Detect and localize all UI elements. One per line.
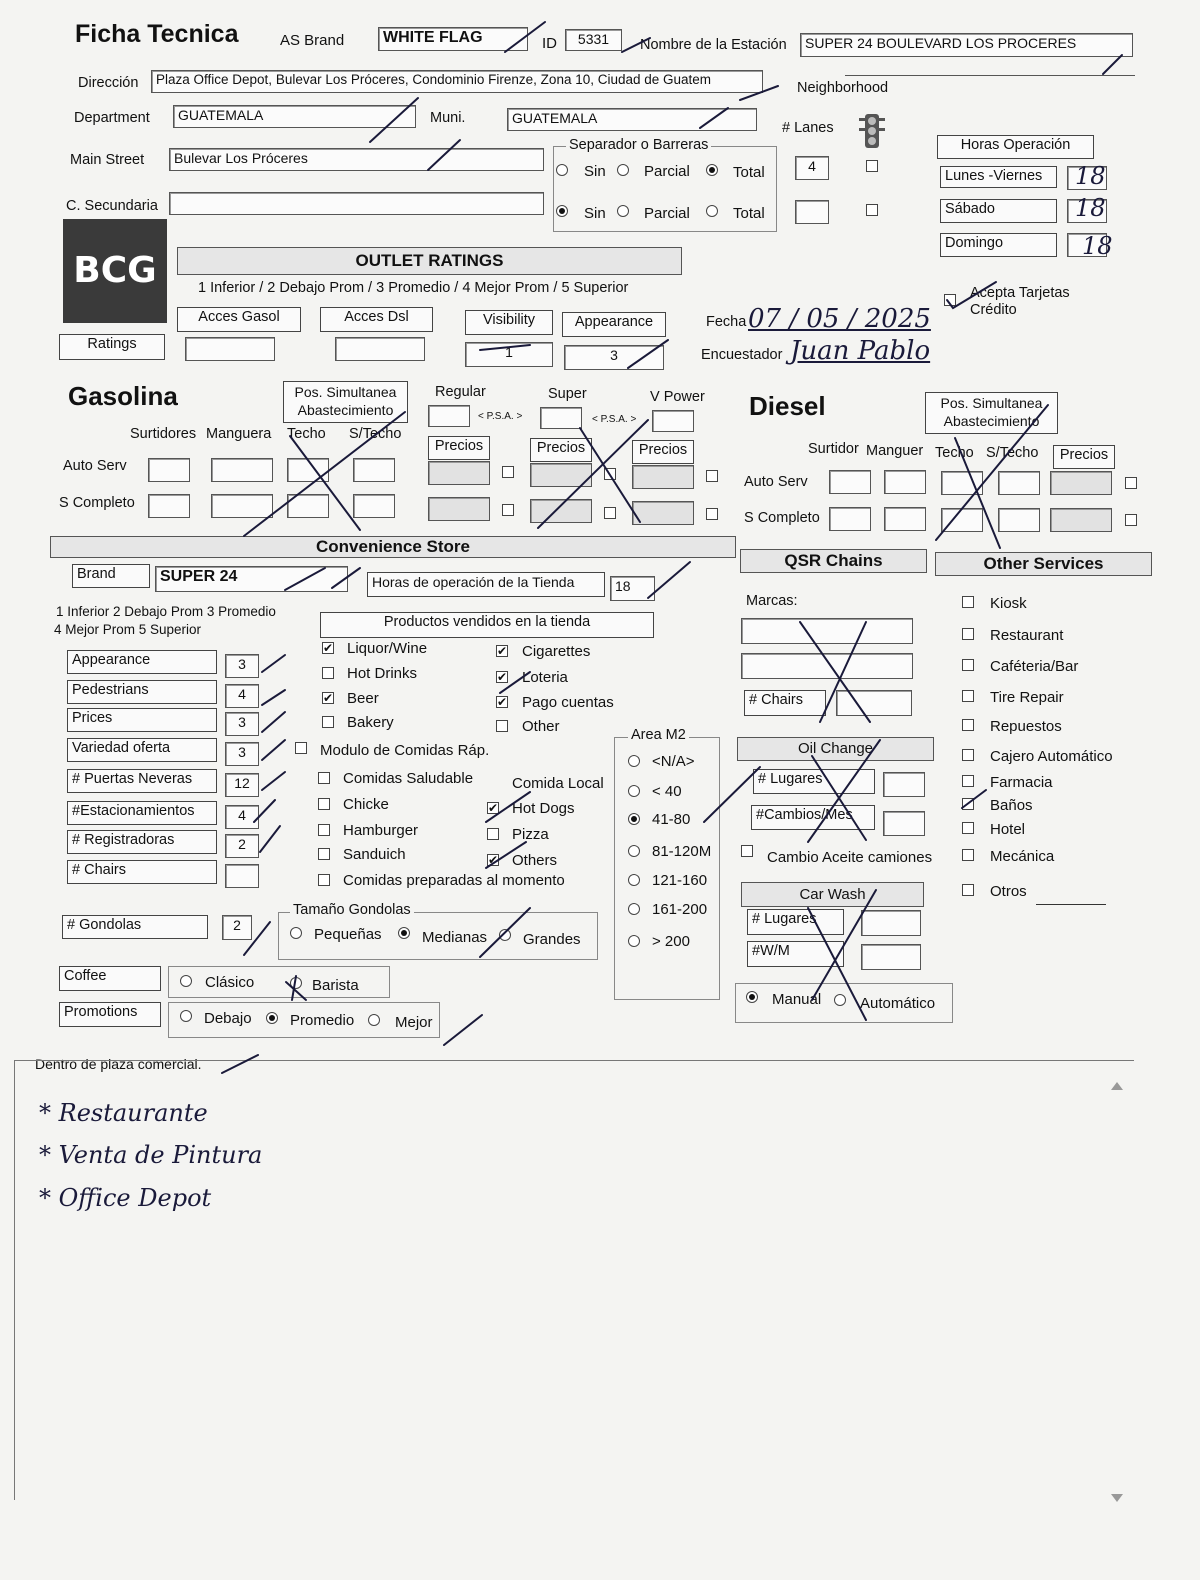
food-checkbox[interactable] (318, 824, 330, 836)
scroll-up-icon (1111, 1082, 1123, 1090)
store-metric-label: # Registradoras (67, 830, 217, 854)
secondary-street-field[interactable] (169, 192, 544, 215)
gas-sc-precio-super[interactable] (530, 499, 592, 523)
acces-dsl-field[interactable] (335, 337, 425, 361)
encuestador-value: Juan Pablo (790, 336, 931, 366)
ratings-label: Ratings (59, 334, 165, 360)
coffee-clasico-label: Clásico (205, 974, 255, 991)
promo-mejor-radio[interactable] (368, 1014, 380, 1026)
traffic-light-icon (857, 112, 887, 152)
gondola-medianas-label: Medianas (422, 929, 488, 946)
store-metric-value[interactable]: 12 (225, 773, 259, 797)
gas-sc-regular-checkbox[interactable] (502, 504, 514, 516)
gas-as-vpower-checkbox[interactable] (706, 470, 718, 482)
otros-blank-line[interactable] (1036, 903, 1106, 905)
food-label: Hamburger (343, 822, 419, 839)
product-checkbox[interactable] (322, 667, 334, 679)
area-label: < 40 (652, 783, 682, 800)
service-checkbox[interactable] (962, 884, 974, 896)
gasolina-title: Gasolina (68, 381, 178, 411)
product-checkbox[interactable]: ✔ (323, 641, 334, 655)
food-label: Comidas preparadas al momento (343, 872, 565, 889)
sep-main-parcial-radio[interactable] (617, 164, 629, 176)
food-label: Comidas Saludable (343, 770, 474, 787)
lanes-label: # Lanes (782, 120, 834, 136)
service-label: Kiosk (990, 595, 1027, 612)
product-checkbox[interactable]: ✔ (497, 644, 508, 658)
diesel-row-autoserv: Auto Serv (744, 474, 808, 490)
store-hours-field[interactable]: 18 (610, 576, 655, 601)
department-field[interactable]: GUATEMALA (173, 105, 416, 128)
diesel-precios-header: Precios (1053, 445, 1115, 469)
store-metric-value[interactable]: 4 (225, 805, 259, 829)
gondola-grandes-label: Grandes (523, 931, 581, 948)
page-title: Ficha Tecnica (75, 20, 239, 48)
service-checkbox[interactable] (962, 749, 974, 761)
notes-label: Dentro de plaza comercial. (35, 1056, 202, 1072)
neighborhood-label: Neighborhood (797, 80, 889, 96)
service-label: Caféteria/Bar (990, 658, 1079, 675)
coffee-barista-radio[interactable] (290, 977, 302, 989)
store-metric-value[interactable] (225, 864, 259, 888)
gas-super-label: Super (548, 386, 587, 402)
fecha-label: Fecha (706, 314, 747, 330)
gas-row-autoserv: Auto Serv (63, 458, 127, 474)
department-label: Department (74, 110, 150, 126)
gas-row-scompleto: S Completo (59, 495, 135, 511)
qsr-chains-header: QSR Chains (740, 549, 927, 573)
wash-lugares-label: # Lugares (747, 909, 844, 935)
notes-line-1: * Restaurante (39, 1099, 208, 1127)
neighborhood-field[interactable] (845, 60, 1135, 76)
accept-cards-checkbox[interactable] (944, 294, 956, 306)
store-scale-line-1: 1 Inferior 2 Debajo Prom 3 Promedio (56, 604, 276, 619)
diesel-col-techo: Techo (935, 445, 974, 461)
store-metric-label: #Estacionamientos (67, 801, 217, 825)
sunday-label: Domingo (940, 233, 1057, 257)
appearance-label: Appearance (562, 312, 666, 337)
qsr-chairs-field[interactable] (836, 690, 912, 716)
secondary-street-label: C. Secundaria (66, 198, 158, 214)
promo-promedio-label: Promedio (290, 1012, 355, 1029)
service-checkbox[interactable] (962, 596, 974, 608)
gas-precios-super-header: Precios (530, 438, 592, 462)
gondola-size-title: Tamaño Gondolas (290, 902, 414, 918)
food-label: Chicke (343, 796, 389, 813)
product-label: Loteria (522, 669, 568, 686)
saturday-value: 18 (1075, 194, 1106, 222)
fecha-value: 07 / 05 / 2025 (748, 304, 931, 334)
gas-as-techo[interactable] (287, 458, 329, 482)
promo-debajo-label: Debajo (204, 1010, 252, 1027)
gas-psa-label-2: < P.S.A. > (592, 414, 637, 425)
store-metric-value[interactable]: 4 (225, 684, 259, 708)
gas-sc-surtidores[interactable] (148, 494, 190, 518)
gas-as-surtidores[interactable] (148, 458, 190, 482)
sep-main-sin-label: Sin (584, 163, 606, 180)
store-brand-field[interactable]: SUPER 24 (155, 566, 348, 592)
car-wash-header: Car Wash (741, 882, 924, 907)
diesel-as-surtidor[interactable] (829, 470, 871, 494)
area-radio[interactable] (628, 874, 640, 886)
food-checkbox[interactable]: ✔ (488, 801, 499, 815)
gas-as-precio-regular[interactable] (428, 461, 490, 485)
product-label: Bakery (347, 714, 394, 731)
other-services-header: Other Services (935, 552, 1152, 576)
lanes-secondary-field[interactable] (795, 200, 829, 224)
brand-field[interactable]: WHITE FLAG (378, 27, 528, 51)
oil-cambios-label: #Cambios/Mes (751, 805, 875, 830)
convenience-store-header: Convenience Store (50, 536, 736, 558)
wash-automatico-radio[interactable] (834, 994, 846, 1006)
separator-title: Separador o Barreras (566, 137, 711, 153)
saturday-label: Sábado (940, 199, 1057, 223)
diesel-sc-manguer[interactable] (884, 507, 926, 531)
lanes-secondary-checkbox[interactable] (866, 204, 878, 216)
wash-manual-label: Manual (772, 991, 822, 1008)
gondola-medianas-radio[interactable] (398, 927, 410, 939)
service-checkbox[interactable] (962, 798, 974, 810)
sep-main-sin-radio[interactable] (556, 164, 568, 176)
sep-sec-sin-label: Sin (584, 205, 606, 222)
area-label: 81-120M (652, 843, 712, 860)
lanes-main-field[interactable]: 4 (795, 156, 829, 180)
gas-regular-label: Regular (435, 384, 486, 400)
notes-textarea[interactable] (14, 1060, 1134, 1500)
gas-precios-vpower-header: Precios (632, 440, 694, 464)
qsr-chairs-label: # Chairs (744, 690, 826, 716)
product-checkbox[interactable]: ✔ (323, 691, 334, 705)
promo-debajo-radio[interactable] (180, 1010, 192, 1022)
food-label: Hot Dogs (512, 800, 575, 817)
diesel-pos-simultanea-label: Pos. Simultanea Abastecimiento (925, 392, 1058, 434)
diesel-sc-stecho[interactable] (998, 508, 1040, 532)
service-checkbox[interactable] (962, 659, 974, 671)
gas-col-manguera: Manguera (206, 426, 272, 442)
diesel-sc-checkbox[interactable] (1125, 514, 1137, 526)
product-checkbox[interactable]: ✔ (497, 695, 508, 709)
gas-sc-super-checkbox[interactable] (604, 507, 616, 519)
oil-cambios-field[interactable] (883, 811, 925, 836)
service-checkbox[interactable] (962, 690, 974, 702)
store-metric-value[interactable]: 3 (225, 654, 259, 678)
appearance-field[interactable]: 3 (564, 345, 664, 370)
service-checkbox[interactable] (962, 822, 974, 834)
diesel-as-techo[interactable] (941, 471, 983, 495)
gas-col-stecho: S/Techo (349, 426, 402, 442)
gas-pos-simultanea-label: Pos. Simultanea Abastecimiento (283, 381, 408, 423)
gas-as-regular-checkbox[interactable] (502, 466, 514, 478)
area-radio[interactable] (628, 845, 640, 857)
muni-field[interactable]: GUATEMALA (507, 108, 757, 131)
modulo-checkbox[interactable] (295, 742, 307, 754)
gas-sc-vpower-checkbox[interactable] (706, 508, 718, 520)
coffee-clasico-radio[interactable] (180, 975, 192, 987)
area-label: > 200 (652, 933, 690, 950)
gas-as-precio-super[interactable] (530, 463, 592, 487)
food-checkbox[interactable] (487, 828, 499, 840)
gas-vpower-label: V Power (650, 389, 705, 405)
store-metric-label: Prices (67, 708, 217, 732)
area-radio[interactable] (628, 755, 640, 767)
oil-lugares-label: # Lugares (753, 769, 875, 794)
wash-wm-field[interactable] (861, 944, 921, 970)
coffee-label: Coffee (59, 966, 161, 991)
outlet-ratings-scale: 1 Inferior / 2 Debajo Prom / 3 Promedio / 4 Mejor Prom / 5 Superior (198, 280, 629, 296)
notes-scrollbar[interactable] (1108, 1078, 1126, 1506)
oil-lugares-field[interactable] (883, 772, 925, 797)
hours-title: Horas Operación (937, 135, 1094, 159)
gondolas-label: # Gondolas (62, 915, 208, 939)
store-brand-label: Brand (72, 564, 150, 588)
gas-col-techo: Techo (287, 426, 326, 442)
visibility-label: Visibility (465, 310, 553, 335)
id-label: ID (542, 35, 557, 52)
notes-line-3: * Office Depot (39, 1184, 212, 1212)
service-checkbox[interactable] (962, 719, 974, 731)
service-checkbox[interactable] (962, 849, 974, 861)
main-street-field[interactable]: Bulevar Los Próceres (169, 148, 544, 171)
service-label: Restaurant (990, 627, 1064, 644)
promo-mejor-label: Mejor (395, 1014, 433, 1031)
diesel-sc-techo[interactable] (941, 508, 983, 532)
gas-psa-regular-field[interactable] (428, 405, 470, 427)
gondolas-field[interactable]: 2 (222, 915, 252, 940)
product-checkbox[interactable] (322, 716, 334, 728)
modulo-label: Modulo de Comidas Ráp. (320, 742, 490, 759)
muni-label: Muni. (430, 110, 466, 126)
product-label: Hot Drinks (347, 665, 418, 682)
cambio-camiones-checkbox[interactable] (741, 845, 753, 857)
store-metric-value[interactable]: 3 (225, 712, 259, 736)
promotions-label: Promotions (59, 1002, 161, 1027)
weekdays-label: Lunes -Viernes (940, 166, 1057, 188)
sep-main-total-radio[interactable] (706, 164, 718, 176)
diesel-as-checkbox[interactable] (1125, 477, 1137, 489)
id-field[interactable]: 5331 (565, 29, 622, 51)
product-checkbox[interactable] (496, 720, 508, 732)
marcas-field-2[interactable] (741, 653, 913, 679)
area-radio[interactable] (628, 813, 640, 825)
service-label: Otros (990, 883, 1027, 900)
area-label: 161-200 (652, 901, 708, 918)
encuestador-label: Encuestador (701, 347, 783, 363)
sep-sec-sin-radio[interactable] (556, 205, 568, 217)
marcas-field-1[interactable] (741, 618, 913, 644)
area-radio[interactable] (628, 903, 640, 915)
gas-as-super-checkbox[interactable] (604, 468, 616, 480)
food-label: Sanduich (343, 846, 406, 863)
service-checkbox[interactable] (962, 775, 974, 787)
service-label: Farmacia (990, 774, 1053, 791)
main-street-label: Main Street (70, 152, 145, 168)
service-label: Cajero Automático (990, 748, 1113, 765)
store-metric-label: # Chairs (67, 860, 217, 884)
promo-promedio-radio[interactable] (266, 1012, 278, 1024)
gas-col-surtidores: Surtidores (130, 426, 197, 442)
diesel-sc-precio[interactable] (1050, 508, 1112, 532)
area-group (614, 737, 720, 1000)
diesel-as-stecho[interactable] (998, 471, 1040, 495)
gondola-grandes-radio[interactable] (499, 929, 511, 941)
store-metric-label: Appearance (67, 650, 217, 674)
comida-local-label: Comida Local (512, 775, 604, 792)
notes-line-2: * Venta de Pintura (39, 1141, 263, 1169)
acces-gasol-label: Acces Gasol (177, 307, 301, 332)
bcg-logo: BCG (63, 219, 167, 323)
weekdays-value: 18 (1075, 162, 1106, 190)
gas-sc-precio-vpower[interactable] (632, 501, 694, 525)
diesel-title: Diesel (749, 391, 826, 421)
food-checkbox[interactable]: ✔ (488, 853, 499, 867)
food-checkbox[interactable] (318, 772, 330, 784)
service-label: Mecánica (990, 848, 1055, 865)
food-checkbox[interactable] (318, 848, 330, 860)
store-metric-label: Variedad oferta (67, 738, 217, 762)
area-radio[interactable] (628, 785, 640, 797)
wash-lugares-field[interactable] (861, 910, 921, 936)
diesel-as-manguer[interactable] (884, 470, 926, 494)
area-label: 121-160 (652, 872, 708, 889)
acces-dsl-label: Acces Dsl (320, 307, 433, 332)
gas-precios-regular-header: Precios (428, 436, 490, 460)
gas-sc-stecho[interactable] (353, 494, 395, 518)
scroll-down-icon (1111, 1494, 1123, 1502)
wash-automatico-label: Automático (860, 995, 936, 1012)
service-label: Repuestos (990, 718, 1062, 735)
gas-as-precio-vpower[interactable] (632, 465, 694, 489)
gas-as-manguera[interactable] (211, 458, 273, 482)
diesel-sc-surtidor[interactable] (829, 507, 871, 531)
food-label: Pizza (512, 826, 549, 843)
coffee-barista-label: Barista (312, 977, 359, 994)
marcas-label: Marcas: (746, 593, 798, 609)
product-label: Beer (347, 690, 379, 707)
gas-as-stecho[interactable] (353, 458, 395, 482)
diesel-as-precio[interactable] (1050, 471, 1112, 495)
station-name-field[interactable]: SUPER 24 BOULEVARD LOS PROCERES (800, 33, 1133, 57)
product-label: Other (522, 718, 560, 735)
gondola-pequenas-radio[interactable] (290, 927, 302, 939)
wash-wm-label: #W/M (747, 941, 844, 967)
outlet-ratings-header: OUTLET RATINGS (177, 247, 682, 275)
area-label: <N/A> (652, 753, 695, 770)
gondola-pequenas-label: Pequeñas (314, 926, 382, 943)
diesel-col-manguer: Manguer (866, 443, 924, 459)
food-checkbox[interactable] (318, 798, 330, 810)
sep-main-parcial-label: Parcial (644, 163, 690, 180)
address-label: Dirección (78, 75, 139, 91)
cambio-camiones-label: Cambio Aceite camiones (767, 849, 933, 866)
area-title: Area M2 (628, 727, 689, 743)
sunday-value: 18 (1082, 232, 1113, 260)
diesel-col-surtidor: Surtidor (808, 441, 859, 457)
food-checkbox[interactable] (318, 874, 330, 886)
product-checkbox[interactable]: ✔ (497, 670, 508, 684)
store-scale-line-2: 4 Mejor Prom 5 Superior (54, 622, 202, 637)
sep-sec-total-radio[interactable] (706, 205, 718, 217)
products-title: Productos vendidos en la tienda (320, 612, 654, 638)
store-metric-label: # Puertas Neveras (67, 769, 217, 793)
service-checkbox[interactable] (962, 628, 974, 640)
lanes-main-checkbox[interactable] (866, 160, 878, 172)
service-label: Baños (990, 797, 1033, 814)
visibility-field[interactable]: 1 (465, 342, 553, 367)
gas-sc-techo[interactable] (287, 494, 329, 518)
sep-main-total-label: Total (733, 164, 765, 181)
service-label: Hotel (990, 821, 1026, 838)
oil-change-header: Oil Change (737, 737, 934, 761)
sep-sec-total-label: Total (733, 205, 765, 222)
store-metric-label: Pedestrians (67, 680, 217, 704)
gas-sc-precio-regular[interactable] (428, 497, 490, 521)
area-radio[interactable] (628, 935, 640, 947)
store-hours-label: Horas de operación de la Tienda (367, 572, 605, 597)
brand-label: AS Brand (280, 32, 345, 49)
diesel-col-stecho: S/Techo (986, 445, 1039, 461)
station-name-label: Nombre de la Estación (640, 37, 787, 53)
sep-sec-parcial-radio[interactable] (617, 205, 629, 217)
product-label: Cigarettes (522, 643, 591, 660)
gas-psa-vpower-field[interactable] (652, 410, 694, 432)
accept-cards-label: Acepta Tarjetas Crédito (970, 285, 1070, 318)
wash-manual-radio[interactable] (746, 991, 758, 1003)
store-metric-value[interactable]: 2 (225, 834, 259, 858)
acces-gasol-field[interactable] (185, 337, 275, 361)
diesel-row-scompleto: S Completo (744, 510, 820, 526)
area-label: 41-80 (652, 811, 691, 828)
food-label: Others (512, 852, 558, 869)
sep-sec-parcial-label: Parcial (644, 205, 690, 222)
product-label: Liquor/Wine (347, 640, 428, 657)
service-label: Tire Repair (990, 689, 1064, 706)
gas-psa-super-field[interactable] (540, 407, 582, 429)
store-metric-value[interactable]: 3 (225, 742, 259, 766)
product-label: Pago cuentas (522, 694, 614, 711)
gas-psa-label-1: < P.S.A. > (478, 411, 523, 422)
gas-sc-manguera[interactable] (211, 494, 273, 518)
address-field[interactable]: Plaza Office Depot, Bulevar Los Próceres, Condominio Firenze, Zona 10, Ciudad de Guatem (151, 70, 763, 93)
